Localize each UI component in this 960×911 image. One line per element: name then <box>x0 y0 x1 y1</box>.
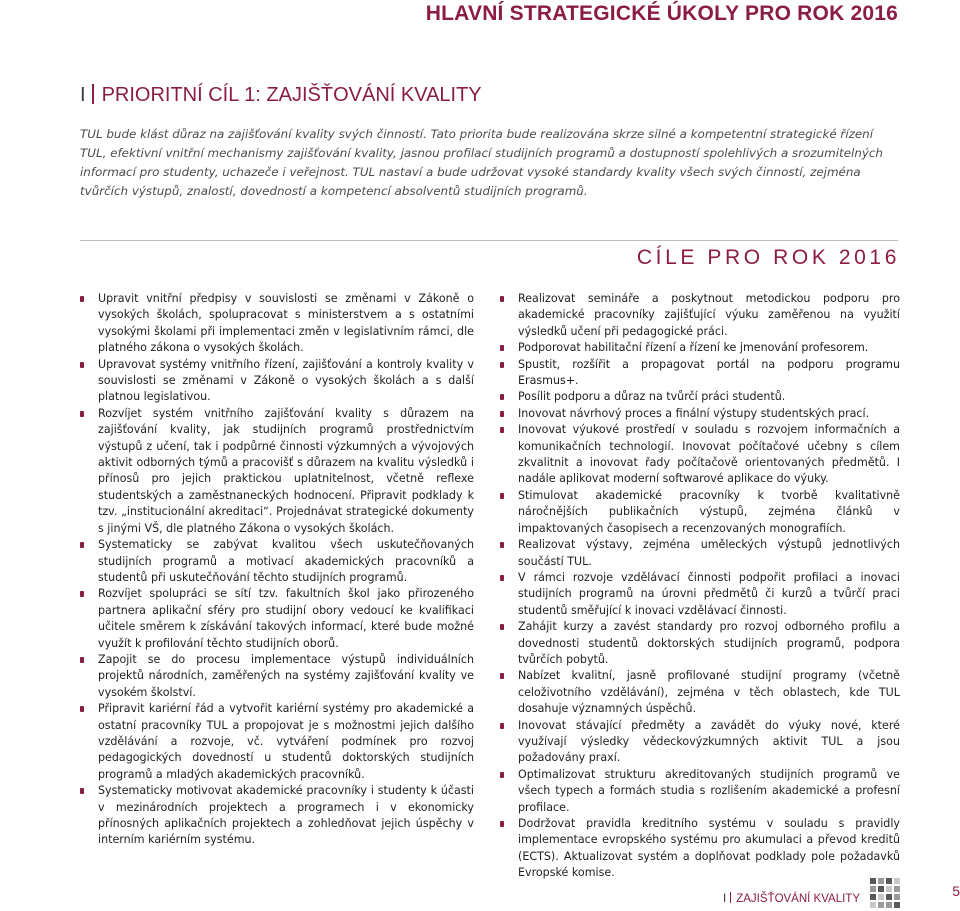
bullet-icon <box>80 591 84 597</box>
goal-text: Posílit podporu a důraz na tvůrčí práci studentů. <box>518 390 786 404</box>
goal-item <box>80 652 474 701</box>
bullet-icon <box>500 542 504 548</box>
goal-text: Inovovat stávající předměty a zavádět do výuky nové, které využívají výsledky vědeckovýzkumných aktivit TUL a jsou požadovány praxí. <box>518 718 900 765</box>
footer-label <box>723 892 860 908</box>
goal-item <box>80 291 474 357</box>
goals-list-left <box>80 291 474 849</box>
goal-item <box>500 422 900 488</box>
bullet-icon <box>500 493 504 499</box>
bullet-icon <box>500 723 504 729</box>
bullet-icon <box>80 362 84 368</box>
bullet-icon <box>500 411 504 417</box>
goals-title: CÍLE PRO ROK 2016 <box>636 246 900 269</box>
goal-text: Stimulovat akademické pracovníky k tvorbě kvalitativně náročnějších publikačních výstupů, zejména článků v impaktovaných časopisech a recenzovaných monografiích. <box>518 488 900 535</box>
goal-item <box>500 389 900 405</box>
goal-item <box>80 406 474 537</box>
bullet-icon <box>500 575 504 581</box>
page-number: 5 <box>952 883 960 899</box>
goal-text: Připravit kariérní řád a vytvořit kariérní systémy pro akademické a ostatní pracovníky TUL a propojovat je s možnostmi jejich dalšího vzdělávání a rozvoje, vč. vytváření podmínek pro rozvoj pedagogických dovedností u studentů doktorských studijních programů a mladých akademických pracovníků. <box>98 702 474 781</box>
goal-text: Spustit, rozšířit a propagovat portál na podporu programu Erasmus+. <box>518 357 900 388</box>
goal-text: Realizovat výstavy, zejména uměleckých výstupů jednotlivých součástí TUL. <box>518 538 900 568</box>
goal-item <box>500 570 900 619</box>
goal-text: Inovovat návrhový proces a finální výstupy studentských prací. <box>518 406 870 420</box>
footer-section-title: ZAJIŠŤOVÁNÍ KVALITY <box>736 893 860 905</box>
bullet-icon <box>80 411 84 417</box>
bullet-icon <box>80 296 84 302</box>
bullet-icon <box>80 657 84 663</box>
goal-text: Inovovat výukové prostředí v souladu s rozvojem informačních a komunikačních technologií. Inovovat počítačové učebny s cílem zkvalitnit a inovovat řady počítačově orientovaných předmětů. I nadále aplikovat moderní softwarové aplikace do výuky. <box>518 423 900 486</box>
goal-item <box>500 668 900 717</box>
bullet-icon <box>500 772 504 778</box>
page-header-title: HLAVNÍ STRATEGICKÉ ÚKOLY PRO ROK 2016 <box>425 2 898 25</box>
footer-section-number: I <box>723 893 727 905</box>
bullet-icon <box>500 673 504 679</box>
bullet-icon <box>500 362 504 368</box>
goal-text: Zahájit kurzy a zavést standardy pro rozvoj odborného profilu a dovednosti studentů doktorských studijních programů, podpora tvůrčích pobytů. <box>518 620 900 666</box>
goal-text: Dodržovat pravidla kreditního systému v souladu s pravidly implementace evropského systému pro akumulaci a převod kreditů (ECTS). Aktualizovat systém a doplňovat podklady pole požadavků Evropské komise. <box>518 817 900 880</box>
bullet-icon <box>500 427 504 433</box>
goal-item <box>500 340 900 356</box>
goal-text: Rozvíjet systém vnitřního zajišťování kvality s důrazem na zajišťování kvality, jak studijních programů prostřednictvím výstupů z učení, tak i podpůrné činnosti výzkumných a vývojových aktivit odborných týmů a pracovišť s důrazem na kvalitu výsledků i přínosů pro jejich praktickou uplatnitelnost, včetně reflexe studentských a zaměstnaneckých hodnocení. Připravit podklady k tzv. „institucionální akreditaci“. Projednávat strategické dokumenty s jinými VŠ, dle platného Zákona o vysokých školách. <box>98 406 474 535</box>
goal-text: Nabízet kvalitní, jasně profilované studijní programy (včetně celoživotního vzdělávání), zejména v těch oblastech, kde TUL dosahuje významných úspěchů. <box>518 669 900 716</box>
goal-text: Upravovat systémy vnitřního řízení, zajišťování a kontroly kvality v souvislosti se změnami v Zákoně o vysokých školách a s další platnou legislativou. <box>98 357 474 404</box>
bullet-icon <box>80 706 84 712</box>
goal-item <box>500 718 900 767</box>
footer-divider <box>730 892 731 903</box>
goal-item <box>80 783 474 849</box>
bullet-icon <box>500 821 504 827</box>
goal-item <box>500 406 900 422</box>
page-footer <box>723 880 900 908</box>
goal-item <box>500 488 900 537</box>
goal-item <box>500 537 900 570</box>
goal-item <box>500 291 900 340</box>
goal-text: Realizovat semináře a poskytnout metodickou podporu pro akademické pracovníky zajišťující výuku zaměřenou na využití výsledků učení při pedagogické práci. <box>518 292 900 338</box>
section-number: I <box>80 84 86 106</box>
goal-item <box>500 357 900 390</box>
goal-item <box>80 357 474 406</box>
goal-text: Systematicky motivovat akademické pracovníky i studenty k účasti v mezinárodních projektech a programech i v ekonomicky přínosných aplikačních projektech a zohledňovat jejich úspěchy v interním kariérním systému. <box>98 784 474 847</box>
section-title: PRIORITNÍ CÍL 1: ZAJIŠŤOVÁNÍ KVALITY <box>101 84 482 106</box>
intro-paragraph: TUL bude klást důraz na zajišťování kvality svých činností. Tato priorita bude realizována skrze silné a kompetentní strategické řízení TUL, efektivní vnitřní mechanismy zajišťování kvality, jasnou profilací studijních programů a dostupností spolehlivých a srozumitelných informací pro studenty, uchazeče i veřejnost. TUL nastaví a bude udržovat vysoké standardy kvality všech svých činností, zejména tvůrčích výstupů, znalostí, dovedností a kompetencí absolventů studijních programů. <box>80 127 883 198</box>
bullet-icon <box>500 394 504 400</box>
bullet-icon <box>80 542 84 548</box>
goal-text: Podporovat habilitační řízení a řízení ke jmenování profesorem. <box>518 341 869 355</box>
heading-divider <box>92 84 94 104</box>
goal-text: Zapojit se do procesu implementace výstupů individuálních projektů národních, zaměřených na systémy zajišťování kvality ve vysokém školství. <box>98 652 474 699</box>
goal-item <box>500 767 900 816</box>
goal-text: Rozvíjet spolupráci se sítí tzv. fakultních škol jako přirozeného partnera aplikační sféry pro studijní obory vedoucí ke kvalifikaci učitele směrem k získávání takových informací, které bude možné využít k profilování těchto studijních oborů. <box>98 587 474 650</box>
goal-item <box>500 619 900 668</box>
horizontal-rule <box>80 240 898 241</box>
logo-grid-icon <box>870 878 900 908</box>
goal-text: Optimalizovat strukturu akreditovaných studijních programů ve všech typech a formách studia s rozlišením akademické a profesní profilace. <box>518 767 900 814</box>
goal-item <box>80 701 474 783</box>
goals-list-right <box>500 291 900 882</box>
bullet-icon <box>500 345 504 351</box>
goal-text: V rámci rozvoje vzdělávací činnosti podpořit profilaci a inovaci studijních programů na úrovni předmětů či kurzů a tvůrčí praci studentů směřující k inovaci vzdělávací činnosti. <box>518 570 900 617</box>
goal-text: Upravit vnitřní předpisy v souvislosti se změnami v Zákoně o vysokých školách, spolupracovat s ministerstvem a s ostatními vysokými školami při implementaci změn v legislativním rámci, dle platného zákona o vysokých školách. <box>98 292 474 355</box>
section-heading <box>80 84 482 107</box>
goal-item <box>80 586 474 652</box>
bullet-icon <box>500 624 504 630</box>
goal-item <box>500 816 900 882</box>
bullet-icon <box>500 296 504 302</box>
bullet-icon <box>80 788 84 794</box>
goal-text: Systematicky se zabývat kvalitou všech uskutečňovaných studijních programů a motivací akademických pracovníků a studentů při uskutečňování těchto studijních programů. <box>98 538 474 584</box>
goal-item <box>80 537 474 586</box>
